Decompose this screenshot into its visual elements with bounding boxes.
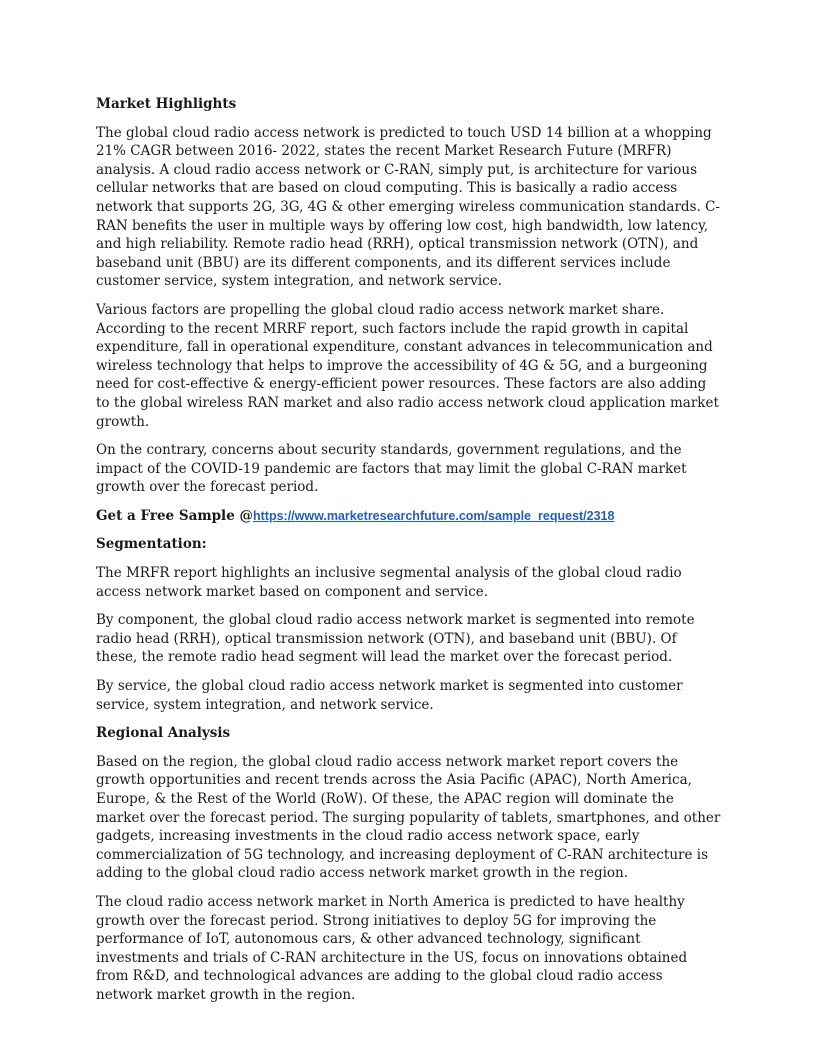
paragraph-restraints: On the contrary, concerns about security standards, government regulations, and the impact of the COVID-19 pandemic are factors that may limit the global C-RAN market growth over the forecast period.	[96, 442, 687, 496]
paragraph-segmentation-intro: The MRFR report highlights an inclusive segmental analysis of the global cloud radio access network market based on component and service.	[96, 565, 682, 600]
paragraph-segmentation-component: By component, the global cloud radio access network market is segmented into remote radio head (RRH), optical transmission network (OTN), and baseband unit (BBU). Of these, the remote radio head segment will lead the market over the forecast period.	[96, 612, 695, 666]
paragraph-growth-factors: Various factors are propelling the global cloud radio access network market share. According to the recent MRRF report, such factors include the rapid growth in capital expenditure, fall in operational expenditure, constant advances in telecommunication and wireless technology that helps to improve the accessibility of 4G & 5G, and a burgeoning need for cost-effective & energy-efficient power resources. These factors are also adding to the global wireless RAN market and also radio access network cloud application market growth.	[96, 301, 719, 430]
free-sample-line	[96, 507, 722, 526]
free-sample-label: Get a Free Sample @	[96, 507, 253, 524]
section-heading-regional-analysis: Regional Analysis	[96, 725, 231, 742]
section-heading-market-highlights: Market Highlights	[96, 96, 237, 112]
document-page	[96, 95, 722, 1015]
paragraph-market-overview: The global cloud radio access network is predicted to touch USD 14 billion at a whopping 21% CAGR between 2016- 2022, states the recent Market Research Future (MRFR) analysis. A cloud radio access network or C-RAN, simply put, is architecture for various cellular networks that are based on cloud computing. This is basically a radio access network that supports 2G, 3G, 4G & other emerging wireless communication standards. C-RAN benefits the user in multiple ways by offering low cost, high bandwidth, low latency, and high reliability. Remote radio head (RRH), optical transmission network (OTN), and baseband unit (BBU) are its different components, and its different services include customer service, system integration, and network service.	[96, 124, 720, 290]
paragraph-regional-north-america: The cloud radio access network market in North America is predicted to have healthy growth over the forecast period. Strong initiatives to deploy 5G for improving the performance of IoT, autonomous cars, & other advanced technology, significant investments and trials of C-RAN architecture in the US, focus on innovations obtained from R&D, and technological advances are adding to the global cloud radio access network market growth in the region.	[96, 893, 688, 1003]
paragraph-regional-apac: Based on the region, the global cloud radio access network market report covers the growth opportunities and recent trends across the Asia Pacific (APAC), North America, Europe, & the Rest of the World (RoW). Of these, the APAC region will dominate the market over the forecast period. The surging popularity of tablets, smartphones, and other gadgets, increasing investments in the cloud radio access network space, early commercialization of 5G technology, and increasing deployment of C-RAN architecture is adding to the global cloud radio access network market growth in the region.	[96, 753, 721, 882]
section-heading-segmentation: Segmentation:	[96, 536, 207, 553]
paragraph-segmentation-service: By service, the global cloud radio access network market is segmented into customer service, system integration, and network service.	[96, 678, 683, 713]
free-sample-link[interactable]: https://www.marketresearchfuture.com/sample_request/2318	[252, 508, 615, 523]
